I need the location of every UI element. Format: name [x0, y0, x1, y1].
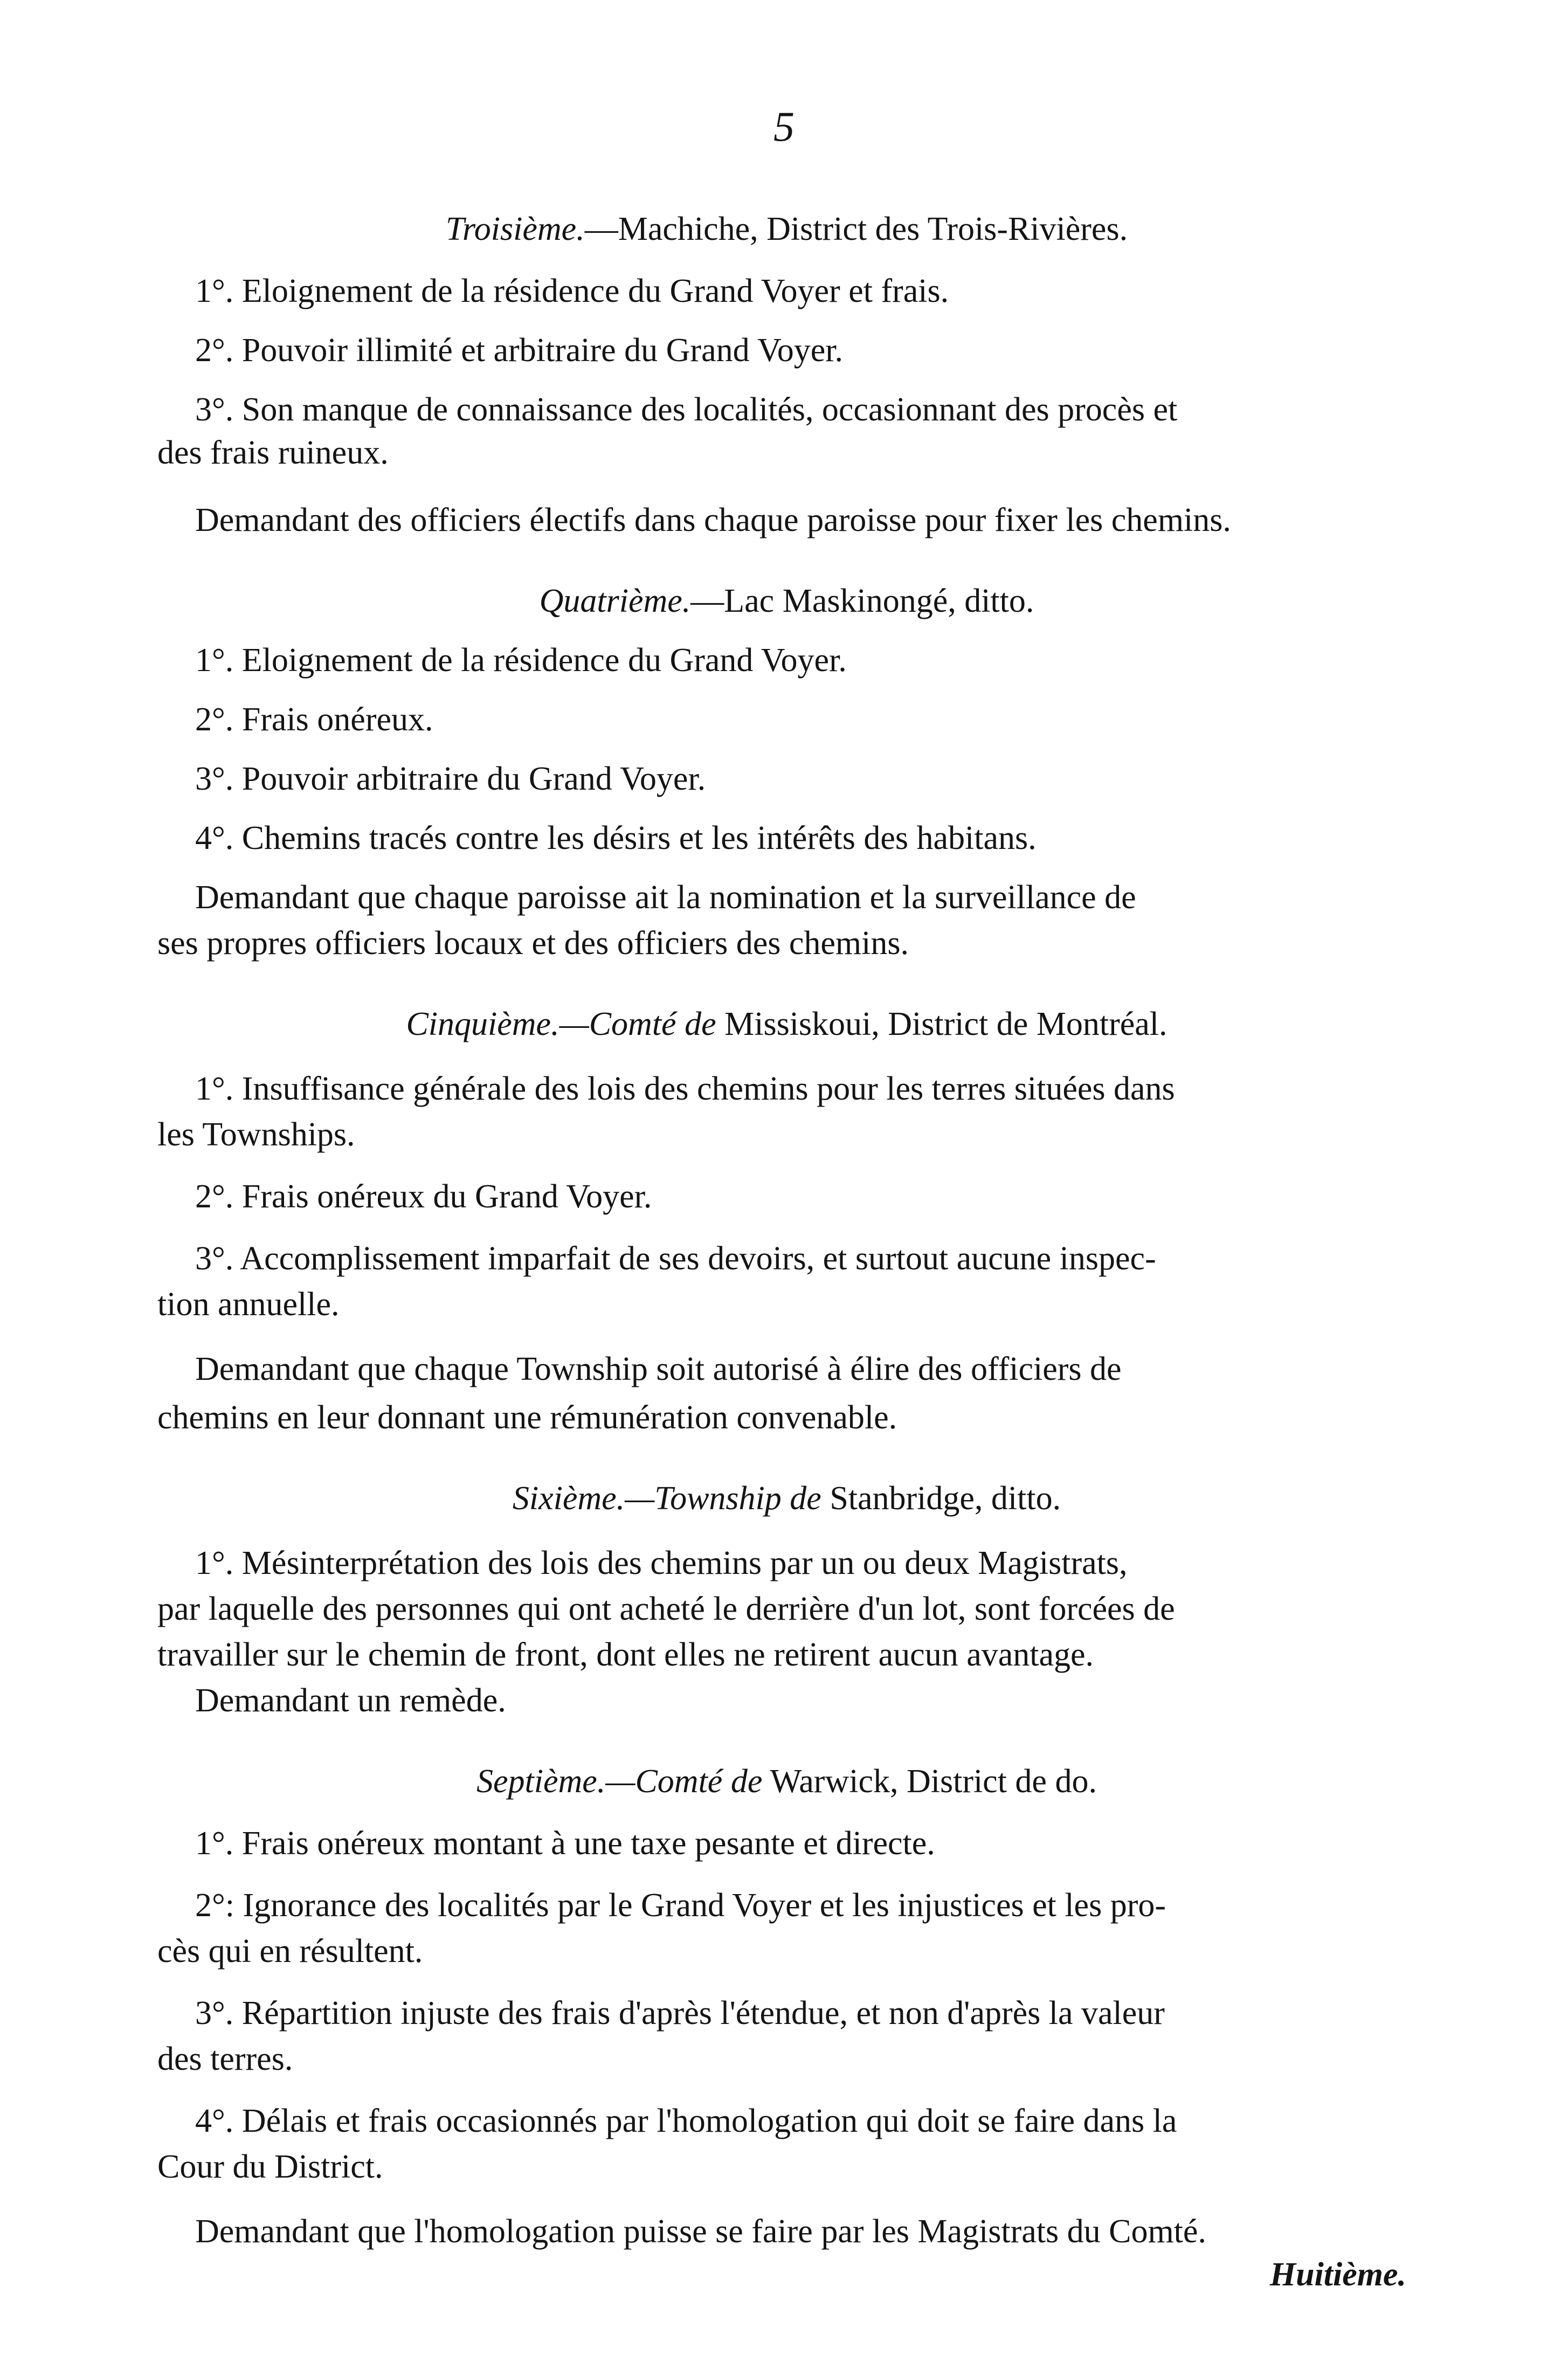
list-item-continuation: des frais ruineux.: [157, 434, 389, 471]
list-item: 3°. Son manque de connaissance des localités, occasionnant des procès et: [195, 391, 1178, 428]
list-item: 4°. Délais et frais occasionnés par l'homologation qui doit se faire dans la: [195, 2103, 1177, 2139]
demand-paragraph: Demandant que chaque Township soit autorisé à élire des officiers de: [195, 1351, 1122, 1387]
list-item-continuation: tion annuelle.: [157, 1286, 340, 1323]
section-heading-italic: Quatrième.: [539, 583, 691, 619]
section-heading-italic: Septième.—Comté de: [476, 1763, 763, 1800]
section-heading-text: —Lac Maskinongé, ditto.: [690, 583, 1034, 619]
list-item: 4°. Chemins tracés contre les désirs et les intérêts des habitans.: [195, 820, 1037, 856]
catchword: Huitième.: [1269, 2256, 1406, 2293]
section-heading-quatrieme: [157, 579, 1416, 623]
list-item: 1°. Eloignement de la résidence du Grand Voyer.: [195, 642, 847, 679]
section-heading-sixieme: [157, 1477, 1416, 1520]
list-item: 1°. Mésinterprétation des lois des chemins par un ou deux Magistrats,: [195, 1545, 1128, 1581]
list-item-continuation: travailler sur le chemin de front, dont elles ne retirent aucun avantage.: [157, 1636, 1094, 1673]
demand-paragraph: Demandant des officiers électifs dans chaque paroisse pour fixer les chemins.: [195, 502, 1231, 538]
list-item-continuation: par laquelle des personnes qui ont acheté le derrière d'un lot, sont forcées de: [157, 1591, 1175, 1627]
section-heading-italic: Troisième.: [445, 211, 585, 247]
list-item: 2°. Frais onéreux.: [195, 701, 433, 738]
list-item: 1°. Insuffisance générale des lois des chemins pour les terres situées dans: [195, 1070, 1175, 1107]
list-item: 2°. Frais onéreux du Grand Voyer.: [195, 1178, 652, 1215]
section-heading-text: Stanbridge, ditto.: [821, 1480, 1061, 1517]
page-number: 5: [773, 103, 795, 150]
list-item-continuation: les Townships.: [157, 1116, 355, 1153]
demand-paragraph: Demandant que chaque paroisse ait la nomination et la surveillance de: [195, 879, 1136, 916]
list-item: 1°. Eloignement de la résidence du Grand Voyer et frais.: [195, 273, 949, 309]
demand-paragraph: Demandant un remède.: [195, 1682, 506, 1719]
section-heading-italic: Sixième.—Township de: [512, 1480, 821, 1517]
demand-paragraph: Demandant que l'homologation puisse se faire par les Magistrats du Comté.: [195, 2213, 1206, 2250]
list-item: 2°. Pouvoir illimité et arbitraire du Grand Voyer.: [195, 332, 844, 369]
demand-paragraph-continuation: ses propres officiers locaux et des officiers des chemins.: [157, 925, 909, 962]
section-heading-cinquieme: [157, 1003, 1416, 1046]
list-item: 3°. Répartition injuste des frais d'après l'étendue, et non d'après la valeur: [195, 1995, 1165, 2032]
list-item: 2°: Ignorance des localités par le Grand Voyer et les injustices et les pro-: [195, 1887, 1166, 1924]
section-heading-text: Missiskoui, District de Montréal.: [716, 1006, 1168, 1042]
section-heading-troisieme: [157, 208, 1416, 251]
list-item-continuation: Cour du District.: [157, 2148, 383, 2185]
list-item-continuation: des terres.: [157, 2041, 293, 2077]
list-item-continuation: cès qui en résultent.: [157, 1933, 423, 1970]
demand-paragraph-continuation: chemins en leur donnant une rémunération convenable.: [157, 1399, 897, 1436]
section-heading-text: —Machiche, District des Trois-Rivières.: [584, 211, 1128, 247]
section-heading-septieme: [157, 1760, 1416, 1803]
list-item: 1°. Frais onéreux montant à une taxe pesante et directe.: [195, 1825, 935, 1862]
section-heading-text: Warwick, District de do.: [762, 1763, 1097, 1800]
list-item: 3°. Pouvoir arbitraire du Grand Voyer.: [195, 761, 706, 797]
section-heading-italic: Cinquième.—Comté de: [406, 1006, 716, 1042]
list-item: 3°. Accomplissement imparfait de ses devoirs, et surtout aucune inspec-: [195, 1240, 1156, 1277]
